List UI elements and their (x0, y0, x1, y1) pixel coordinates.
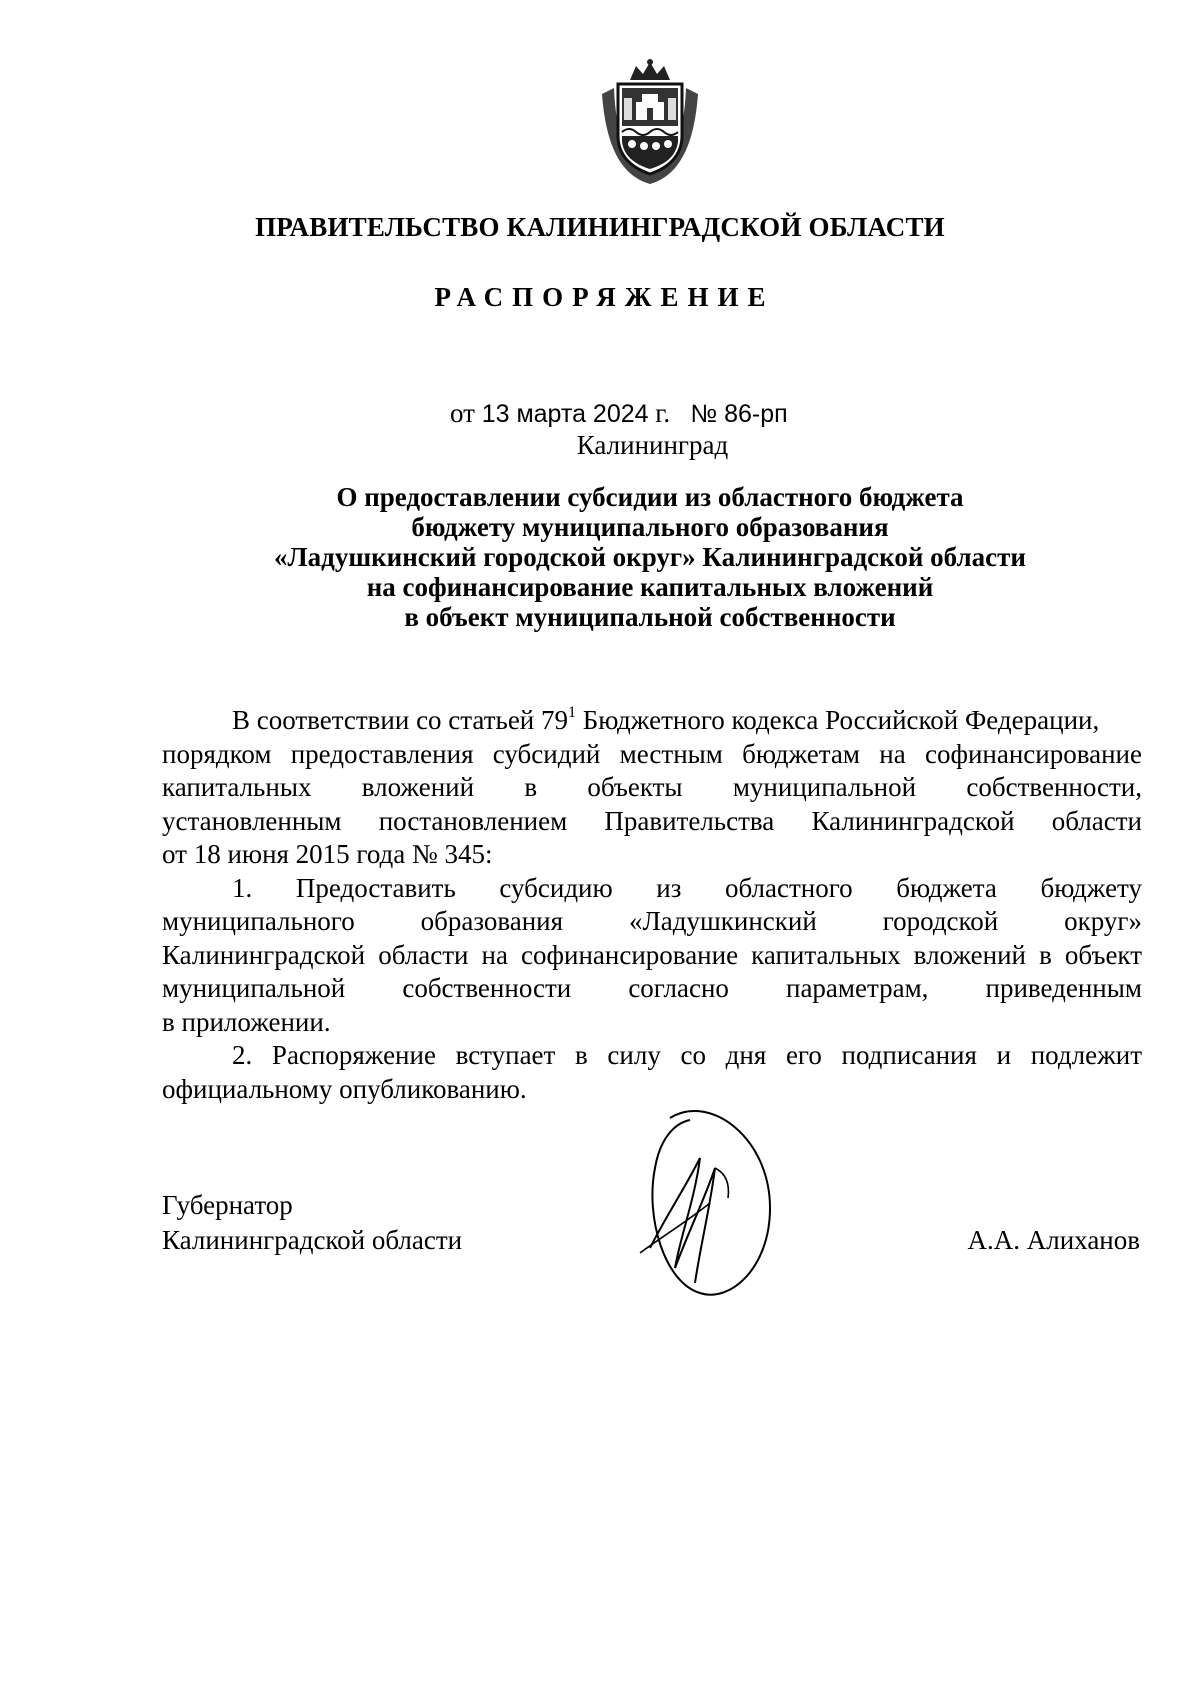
document-number: № 86-рп (690, 400, 788, 428)
preamble-line: капитальных вложений в объекты муниципальной собственности, (162, 772, 1142, 802)
item-2-line: официальному опубликованию. (162, 1073, 527, 1104)
signatory-position (162, 1188, 462, 1258)
preamble-line: от 18 июня 2015 года № 345: (162, 839, 493, 869)
date-prefix: от (450, 398, 475, 428)
subject-line: О предоставлении субсидии из областного бюджета (336, 482, 964, 512)
article-superscript: 1 (568, 704, 576, 721)
date-number-line (450, 398, 788, 429)
government-title: ПРАВИТЕЛЬСТВО КАЛИНИНГРАДСКОЙ ОБЛАСТИ (255, 212, 945, 242)
preamble-first-line: В соответствии со статьей $79^1$ Бюджетного кодекса Российской Федерации, (232, 704, 1100, 735)
position-line: Калининградской области (162, 1225, 463, 1255)
document-subject (160, 482, 1140, 632)
handwritten-signature (630, 1098, 780, 1308)
item-1-line: муниципальной собственности согласно параметрам, приведенным (162, 973, 1142, 1003)
item-1-line: в приложении. (162, 1006, 331, 1037)
date-suffix: г. (655, 398, 671, 428)
subject-line: бюджету муниципального образования (411, 512, 889, 542)
item-1-line: муниципального образования «Ладушкинский городской округ» (162, 906, 1142, 936)
subject-line: «Ладушкинский городской округ» Калининградской области (274, 542, 1026, 572)
document-body (162, 704, 1142, 1106)
preamble-line: установленным постановлением Правительства Калининградской области (162, 805, 1142, 836)
subject-line: в объект муниципальной собственности (404, 602, 896, 632)
coat-of-arms-emblem (596, 58, 704, 186)
item-2-line: 2. Распоряжение вступает в силу со дня его подписания и подлежит (232, 1040, 1142, 1070)
preamble-line: порядком предоставления субсидий местным бюджетам на софинансирование (162, 738, 1142, 769)
signatory-name: А.А. Алиханов (967, 1225, 1140, 1255)
document-type-title: РАСПОРЯЖЕНИЕ (434, 282, 775, 312)
item-1-line: Калининградской области на софинансирование капитальных вложений в объект (162, 939, 1142, 970)
subject-line: на софинансирование капитальных вложений (366, 572, 934, 602)
position-line: Губернатор (162, 1190, 293, 1220)
item-1-line: 1. Предоставить субсидию из областного бюджета бюджету (232, 872, 1142, 903)
city-name: Калининград (576, 430, 729, 460)
date-value: 13 марта 2024 (481, 400, 649, 428)
